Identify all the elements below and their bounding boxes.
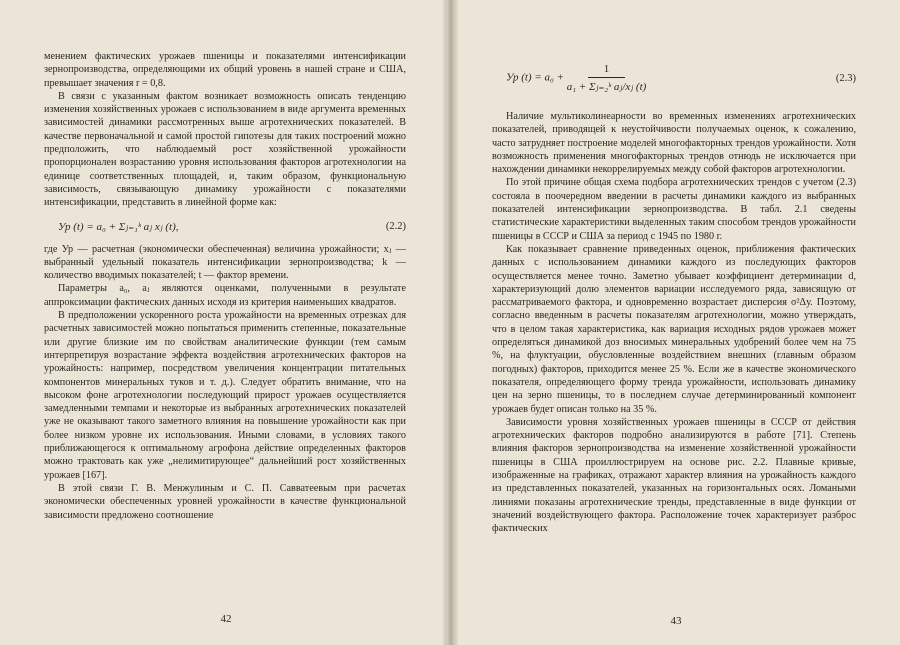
paragraph: По этой причине общая схема подбора агротехнических трендов с учетом (2.3) состояла в поочередном введении в расчеты динамики каждого из выбранных показателей интенсификации зернопроизводства. В табл. 2.1 сведены статистические характеристики выделенных таким способом трендов урожайности пшеницы в СССР и США за период с 1945 по 1980 г. bbox=[492, 177, 856, 242]
paragraph: Наличие мультиколинеарности во временных изменениях агротехнических показателей, приводящей к неустойчивости получаемых оценок, к сожалению, часто затрудняет построение моделей многофакторных трендов урожайности. Хотя возможность применения многофакторных трендов отнюдь не исключается при нахождении динамики некоррелируемых между собой факторов агротехнологии. bbox=[492, 111, 856, 176]
book-gutter bbox=[446, 0, 458, 645]
page-number: 43 bbox=[670, 615, 682, 627]
formula-2-3 bbox=[492, 58, 856, 98]
paragraph: Зависимости уровня хозяйственных урожаев пшеницы в СССР от действия агротехнических факторов подробно анализируются в работе [71]. Степень влияния факторов зернопроизводства на изменение хозяйственной урожайности пшеницы в США проиллюстрируем на основе рис. 2.2. Плавные кривые, изображенные на графиках, отражают характер влияния на урожайность каждого из представленных показателей, указанных на горизонтальных осях. Ломаными линиями показаны агротехнические тренды, представленные в виде функции от значений воздействующего фактора. Расположение точек характеризует разброс фактических bbox=[492, 416, 856, 535]
formula-numerator: 1 bbox=[588, 63, 626, 78]
paragraph: В этой связи Г. В. Менжулиным и С. П. Савватеевым при расчетах экономически обеспеченных уровней урожайности в качестве функциональной зависимости предложено соотношение bbox=[44, 482, 406, 521]
formula-lhs: Ур (t) = a₀ + bbox=[506, 71, 565, 84]
page-number: 42 bbox=[220, 613, 232, 625]
paragraph: где Ур — расчетная (экономически обеспеченная) величина урожайности; xⱼ — выбранный удельный показатель интенсификации зернопроизводства; k — количество вводимых показателей; t — фактор времени. bbox=[44, 243, 406, 282]
paragraph: В связи с указанным фактом возникает возможность описать тенденцию изменения хозяйственных урожаев с использованием в виде аргумента временных зависимостей динамики рассмотренных выше агротехнических показателей. В качестве первоначальной и самой простой гипотезы для таких построений можно предположить, что наблюдаемый рост хозяйственной урожайности пропорционален возрастанию уровня использования факторов агротехнологии на единице соответственных площадей, и, таким образом, функциональную зависимость, связывающую динамику урожайности с показателями интенсификации, представить в линейной форме как: bbox=[44, 90, 406, 209]
paragraph: менением фактических урожаев пшеницы и показателями интенсификации зернопроизводства, определяющими их общий уровень в нашей стране и США, превышает значения r = 0,8. bbox=[44, 51, 406, 89]
right-page bbox=[452, 0, 900, 645]
paragraph: Параметры a₀, aⱼ являются оценками, полученными в результате аппроксимации фактических данных исходя из критерия наименьших квадратов. bbox=[44, 283, 406, 308]
paragraph: В предположении ускоренного роста урожайности на временных отрезках для расчетных зависимостей можно попытаться применить степенные, показательные или другие близкие им по свойствам аналитические функции (тем самым интерпретируя возрастание эффекта воздействия агротехнических факторов на урожайность: например, посредством увеличения концентрации питательных компонентов минеральных туков и т. д.). Следует обратить внимание, что на высоком фоне агротехнологии последующий прирост урожаев осуществляется замедленными темпами и некоторые из выбранных агротехнических показателей уже не оказывают такого заметного влияния на повышение урожайности как при более низком уровне их использования. Иными словами, в условиях такого приближающегося к оптимальному агрофона действие определенных факторов можно трактовать как уже „нелимитирующее“ дальнейший рост хозяйственных урожаев [167]. bbox=[44, 310, 406, 481]
formula-number: (2.3) bbox=[835, 72, 856, 84]
formula-fraction bbox=[567, 63, 647, 93]
paragraph: Как показывает сравнение приведенных оценок, приближения фактических данных с использованием динамики каждого из последующих факторов осуществляется менее точно. Заметно убывает коэффициент детерминации d, характеризующий долю элементов вариации исследуемого ряда, зависящую от рассматриваемого фактора, и одновременно возрастает дисперсия σ²Δу. Поэтому, согласно введенным в расчеты показателям агротехнологии, можно утверждать, что в целом такая характеристика, как вариация исходных рядов урожаев может определяться динамикой доз вносимых минеральных удобрений более чем на 75 %, на флуктуации, обусловленные воздействием внешних (главным образом погодных) факторов, приходится менее 25 %. Если же в качестве экономического показателя, определяющего форму тренда урожайности, использовать динамику цен на зерно пшеницы, то в последнем случае детерминированный компонент урожаев будет описан только на 35 %. bbox=[492, 243, 856, 415]
formula-number: (2.2) bbox=[385, 220, 406, 232]
formula-2-2 bbox=[44, 220, 406, 233]
formula-expression bbox=[492, 63, 646, 93]
formula-denominator: a₁ + Σⱼ₌₂ᵏ aⱼ/xⱼ (t) bbox=[566, 81, 647, 93]
formula-expression: Ур (t) = a₀ + Σⱼ₌₁ᵏ aⱼ xⱼ (t), bbox=[58, 220, 179, 233]
